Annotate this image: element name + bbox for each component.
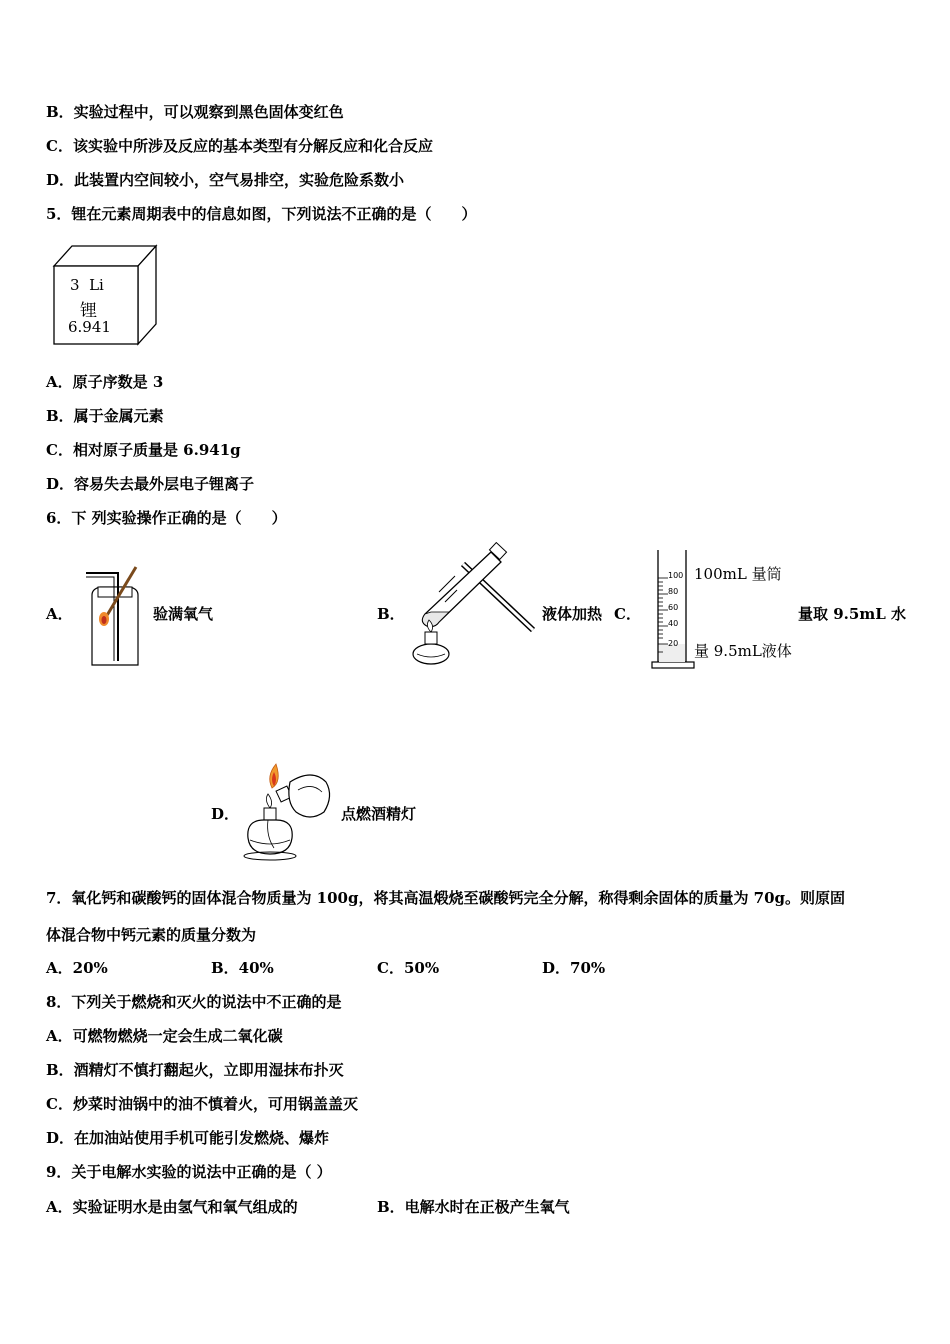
q4-option-d: D．此装置内空间较小，空气易排空，实验危险系数小 [46,171,405,189]
cylinder-tick-60: 60 [668,603,679,612]
q8-option-b: B．酒精灯不慎打翻起火，立即用湿抹布扑灭 [46,1061,344,1079]
q6-d-caption: 点燃酒精灯 [341,805,417,823]
element-number-symbol [70,276,104,294]
q5-option-c: C．相对原子质量是 6.941g [46,441,241,459]
q7-stem-line1: 7．氧化钙和碳酸钙的固体混合物质量为 100g，将其高温煅烧至碳酸钙完全分解，称得剩余固体的质量为 70g。则原固 [46,889,846,907]
q5-option-b: B．属于金属元素 [46,407,164,425]
q8-option-a: A．可燃物燃烧一定会生成二氧化碳 [46,1027,283,1045]
q9-option-b: B．电解水时在正极产生氧气 [377,1198,570,1216]
q7-option-c: C．50% [377,959,440,977]
q6-b-letter: B． [377,605,405,623]
q6-d-figure [238,756,336,862]
q8-stem: 8．下列关于燃烧和灭火的说法中不正确的是 [46,993,342,1011]
element-symbol: Li [89,276,104,294]
q8-option-c: C．炒菜时油锅中的油不慎着火，可用锅盖盖灭 [46,1095,358,1113]
q6-stem: 6．下 列实验操作正确的是（ ） [46,509,287,527]
alcohol-lamp-lighting-icon [238,756,336,862]
q6-a-letter: A． [46,605,73,623]
cylinder-tick-100: 100 [668,571,684,580]
test-tube-heating-icon [405,542,540,672]
q6-a-figure [80,565,150,667]
q6-c-caption: 量取 9.5mL 水 [798,605,906,623]
q5-stem: 5．锂在元素周期表中的信息如图，下列说法不正确的是（ ） [46,205,477,223]
q8-option-d: D．在加油站使用手机可能引发燃烧、爆炸 [46,1129,330,1147]
q6-a-caption: 验满氧气 [153,605,214,623]
q6-c-figure [648,548,698,672]
q7-option-d: D．70% [542,959,606,977]
q9-option-a: A．实验证明水是由氢气和氧气组成的 [46,1198,298,1216]
cylinder-tick-80: 80 [668,587,679,596]
q6-d-letter: D． [211,805,240,823]
element-mass: 6.941 [68,318,111,336]
lithium-element-card [50,240,160,346]
cylinder-label-9-5ml: 量 9.5mL液体 [694,642,792,660]
q6-c-letter: C． [614,605,641,623]
q7-option-b: B．40% [211,959,274,977]
element-name: 锂 [80,301,97,321]
q7-stem-line2: 体混合物中钙元素的质量分数为 [46,926,257,944]
q5-option-d: D．容易失去最外层电子锂离子 [46,475,255,493]
q4-option-c: C．该实验中所涉及反应的基本类型有分解反应和化合反应 [46,137,433,155]
cylinder-tick-20: 20 [668,639,679,648]
q4-option-b: B．实验过程中，可以观察到黑色固体变红色 [46,103,344,121]
q6-b-caption: 液体加热 [542,605,603,623]
q7-option-a: A．20% [46,959,108,977]
q5-option-a: A．原子序数是 3 [46,373,164,391]
q6-b-figure [405,542,540,672]
gas-bottle-icon [80,565,150,667]
cylinder-label-100ml: 100mL 量筒 [694,565,782,583]
q9-stem: 9．关于电解水实验的说法中正确的是（ ） [46,1163,332,1181]
element-atomic-number: 3 [70,276,80,294]
cylinder-tick-40: 40 [668,619,679,628]
